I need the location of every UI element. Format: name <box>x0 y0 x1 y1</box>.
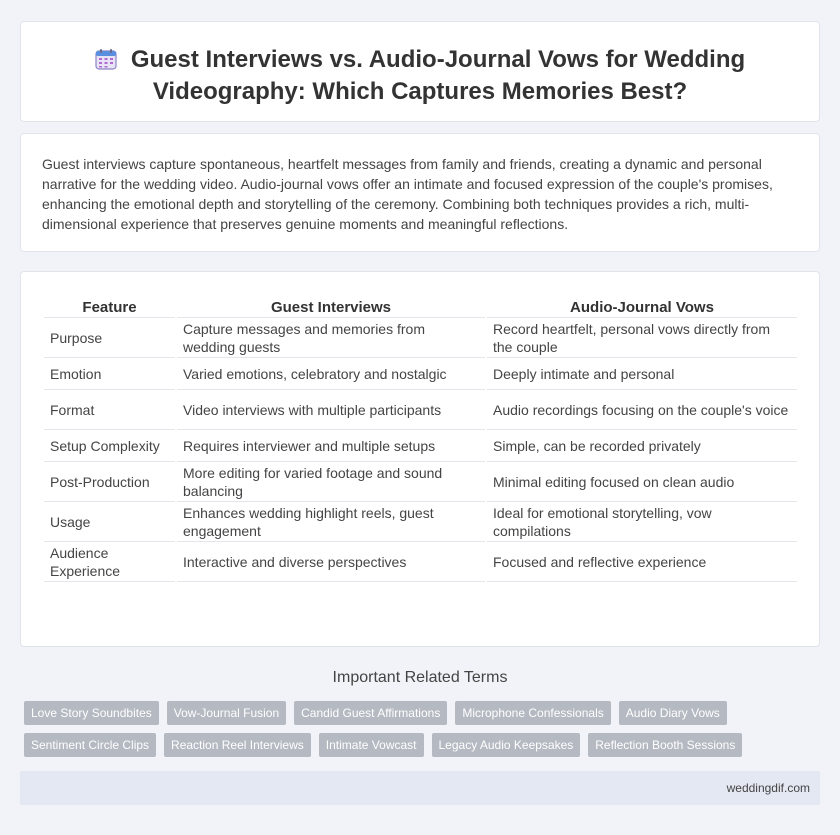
vows-cell: Minimal editing focused on clean audio <box>487 462 797 502</box>
related-terms-title: Important Related Terms <box>332 669 508 686</box>
guest-cell: Video interviews with multiple participants <box>177 390 485 430</box>
footer-site[interactable]: weddingdif.com <box>726 781 810 795</box>
header-audio-journal-vows: Audio-Journal Vows <box>487 296 797 318</box>
feature-cell: Audience Experience <box>44 542 175 582</box>
tag-row <box>24 733 804 757</box>
table-row <box>44 358 797 390</box>
feature-cell: Usage <box>44 502 175 542</box>
guest-cell: Interactive and diverse perspectives <box>177 542 485 582</box>
intro-paragraph: Guest interviews capture spontaneous, heartfelt messages from family and friends, creating a dynamic and personal narrative for the wedding video. Audio-journal vows offer an intimate and focused expression of the couple's promises, enhancing the emotional depth and storytelling of the ceremony. Combining both techniques provides a rich, multi-dimensional experience that preserves genuine moments and meaningful reflections. <box>42 156 773 232</box>
vows-cell: Audio recordings focusing on the couple's voice <box>487 390 797 430</box>
table-row <box>44 542 797 582</box>
feature-cell: Emotion <box>44 358 175 390</box>
feature-cell: Setup Complexity <box>44 430 175 462</box>
guest-cell: Enhances wedding highlight reels, guest engagement <box>177 502 485 542</box>
tag-reaction-reel-interviews[interactable]: Reaction Reel Interviews <box>164 733 311 757</box>
vows-cell: Record heartfelt, personal vows directly from the couple <box>487 318 797 358</box>
vows-cell: Simple, can be recorded privately <box>487 430 797 462</box>
table-row <box>44 502 797 542</box>
tag-microphone-confessionals[interactable]: Microphone Confessionals <box>455 701 610 725</box>
guest-cell: More editing for varied footage and sound balancing <box>177 462 485 502</box>
tag-legacy-audio-keepsakes[interactable]: Legacy Audio Keepsakes <box>432 733 581 757</box>
tag-love-story-soundbites[interactable]: Love Story Soundbites <box>24 701 159 725</box>
guest-cell: Capture messages and memories from wedding guests <box>177 318 485 358</box>
guest-cell: Varied emotions, celebratory and nostalgic <box>177 358 485 390</box>
tag-row <box>24 701 804 725</box>
intro-card <box>20 133 820 252</box>
table-row <box>44 462 797 502</box>
header-guest-interviews: Guest Interviews <box>177 296 485 318</box>
comparison-table <box>42 296 799 582</box>
page-title-text: Guest Interviews vs. Audio-Journal Vows for Wedding Videography: Which Captures Memories Best? <box>130 46 746 105</box>
feature-cell: Format <box>44 390 175 430</box>
feature-cell: Post-Production <box>44 462 175 502</box>
header-feature: Feature <box>44 296 175 318</box>
table-row <box>44 390 797 430</box>
vows-cell: Deeply intimate and personal <box>487 358 797 390</box>
vows-cell: Focused and reflective experience <box>487 542 797 582</box>
page-title <box>21 45 819 106</box>
guest-cell: Requires interviewer and multiple setups <box>177 430 485 462</box>
tag-reflection-booth-sessions[interactable]: Reflection Booth Sessions <box>588 733 742 757</box>
table-row <box>44 318 797 358</box>
tag-vow-journal-fusion[interactable]: Vow-Journal Fusion <box>167 701 286 725</box>
tag-candid-guest-affirmations[interactable]: Candid Guest Affirmations <box>294 701 447 725</box>
vows-cell: Ideal for emotional storytelling, vow compilations <box>487 502 797 542</box>
calendar-icon <box>95 48 117 77</box>
table-header-row <box>44 296 797 318</box>
footer <box>20 771 820 805</box>
tag-intimate-vowcast[interactable]: Intimate Vowcast <box>319 733 424 757</box>
title-card <box>20 21 820 122</box>
comparison-card <box>20 271 820 647</box>
table-row <box>44 430 797 462</box>
feature-cell: Purpose <box>44 318 175 358</box>
tag-sentiment-circle-clips[interactable]: Sentiment Circle Clips <box>24 733 156 757</box>
related-terms-tags <box>24 701 804 765</box>
tag-audio-diary-vows[interactable]: Audio Diary Vows <box>619 701 727 725</box>
